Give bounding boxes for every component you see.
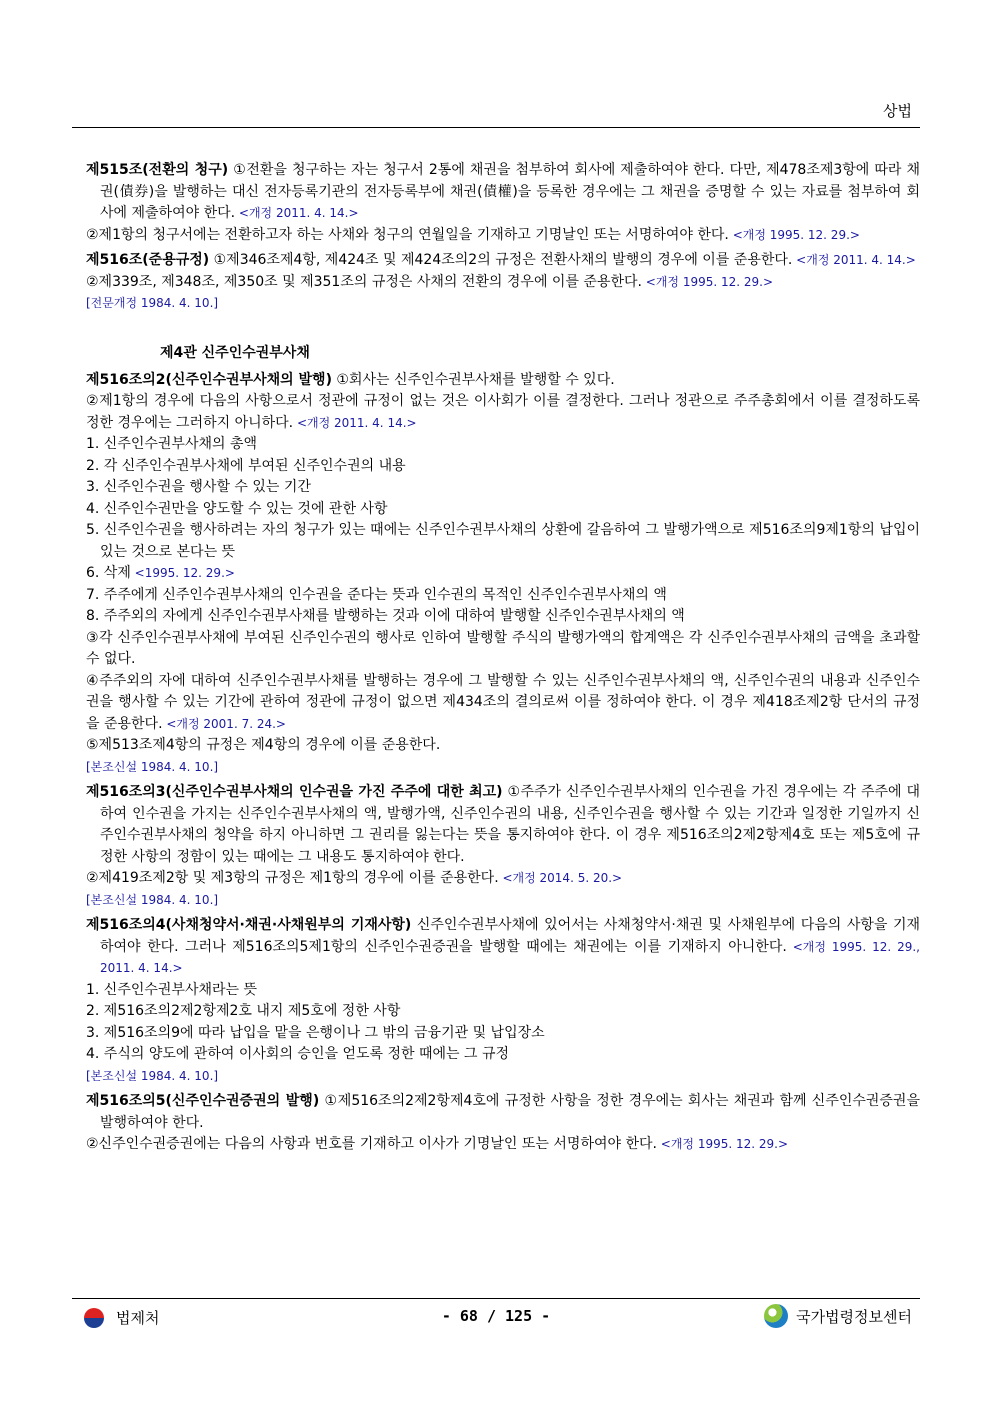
- paragraph-text: ②제339조, 제348조, 제350조 및 제351조의 규정은 사채의 전환의 경우에 이를 준용한다.: [86, 273, 642, 290]
- revision-note: <1995. 12. 29.>: [130, 566, 235, 580]
- article-paragraph: [72, 980, 920, 1002]
- article-group-convertible-bonds: [72, 160, 920, 315]
- paragraph-text: 8. 주주외의 자에게 신주인수권부사채를 발행하는 것과 이에 대하여 발행할 신주인수권부사채의 액: [86, 608, 685, 624]
- paragraph-text: ②제419조제2항 및 제3항의 규정은 제1항의 경우에 이를 준용한다.: [86, 870, 499, 886]
- globe-logo-icon: [764, 1304, 788, 1328]
- article-paragraph: [72, 1091, 920, 1134]
- article-paragraph: [72, 628, 920, 671]
- article-paragraph: [72, 735, 920, 757]
- article: [72, 370, 920, 779]
- article: [72, 250, 920, 315]
- revision-note: <개정 2014. 5. 20.>: [498, 871, 623, 885]
- article-paragraph: [72, 477, 920, 499]
- revision-note: [본조신설 1984. 4. 10.]: [86, 892, 219, 907]
- article-paragraph: [72, 370, 920, 392]
- footer-law-center: [764, 1304, 912, 1328]
- revision-note: <개정 2011. 4. 14.>: [235, 206, 359, 220]
- revision-note: <개정 1995. 12. 29.>: [656, 1137, 789, 1151]
- article-title: 제516조의2(신주인수권부사채의 발행): [86, 371, 332, 388]
- page-footer: [72, 1303, 920, 1333]
- article-paragraph: [72, 671, 920, 736]
- revision-note: <개정 1995. 12. 29.>: [641, 274, 774, 289]
- document-body: [72, 156, 920, 1156]
- article-paragraph: [72, 434, 920, 456]
- revision-note: [본조신설 1984. 4. 10.]: [86, 759, 219, 774]
- article-paragraph: [72, 757, 920, 779]
- paragraph-text: ①전환을 청구하는 자는 청구서 2통에 채권을 첨부하여 회사에 제출하여야 한다. 다만, 제478조제3항에 따라 채권(債券)을 발행하는 대신 전자등록기관의 전자등록부에 채권(債權)을 등록한 경우에는 그 채권을 증명할 수 있는 자료를 첨부하여 회사에 제출하여야 한다.: [100, 162, 920, 221]
- article-paragraph: [72, 391, 920, 434]
- article-title: 제516조의4(사채청약서·채권·사채원부의 기재사항): [86, 917, 412, 933]
- revision-note: <개정 1995. 12. 29., 2011. 4. 14.>: [100, 939, 920, 975]
- article-paragraph: [72, 606, 920, 628]
- revision-note: [전문개정 1984. 4. 10.]: [86, 296, 219, 310]
- revision-note: <개정 1995. 12. 29.>: [728, 227, 860, 242]
- paragraph-text: 1. 신주인수권부사채라는 뜻: [86, 981, 258, 998]
- article-paragraph: [72, 456, 920, 478]
- article: [72, 1091, 920, 1156]
- revision-note: [본조신설 1984. 4. 10.]: [86, 1068, 219, 1083]
- article: [72, 160, 920, 246]
- article-paragraph: [72, 915, 920, 980]
- paragraph-text: 3. 신주인수권을 행사할 수 있는 기간: [86, 479, 311, 495]
- article-paragraph: [72, 293, 920, 315]
- article-paragraph: [72, 1066, 920, 1088]
- section-title: 제4관 신주인수권부사채: [160, 344, 310, 361]
- paragraph-text: 신주인수권부사채에 있어서는 사채청약서·채권 및 사채원부에 다음의 사항을 기재하여야 한다. 그러나 제516조의5제1항의 신주인수권증권을 발행할 때에는 채권에는 이를 기재하지 아니한다.: [100, 917, 920, 955]
- article-paragraph: [72, 890, 920, 912]
- article-paragraph: [72, 1023, 920, 1045]
- paragraph-text: ①제346조제4항, 제424조 및 제424조의2의 규정은 전환사채의 발행의 경우에 이를 준용한다.: [209, 252, 793, 268]
- running-header-title: 상법: [883, 102, 912, 120]
- footer-law-center-label: 국가법령정보센터: [796, 1307, 912, 1326]
- paragraph-text: ①회사는 신주인수권부사채를 발행할 수 있다.: [331, 371, 615, 388]
- revision-note: <개정 2011. 4. 14.>: [293, 415, 417, 430]
- article-paragraph: [72, 563, 920, 585]
- article-paragraph: [72, 250, 920, 272]
- article-paragraph: [72, 1044, 920, 1066]
- footer-divider: [72, 1298, 920, 1299]
- article-paragraph: [72, 868, 920, 890]
- revision-note: <개정 2011. 4. 14.>: [792, 253, 916, 267]
- paragraph-text: 2. 각 신주인수권부사채에 부여된 신주인수권의 내용: [86, 457, 406, 474]
- paragraph-text: 6. 삭제: [86, 565, 131, 581]
- article-paragraph: [72, 1001, 920, 1023]
- article-group-warrant-bonds: [72, 370, 920, 1156]
- paragraph-text: 1. 신주인수권부사채의 총액: [86, 436, 258, 452]
- article-paragraph: [72, 160, 920, 225]
- article-title: 제516조(준용규정): [86, 252, 210, 268]
- article-paragraph: [72, 1134, 920, 1156]
- article-paragraph: [72, 520, 920, 563]
- paragraph-text: ①제516조의2제2항제4호에 규정한 사항을 정한 경우에는 회사는 채권과 함께 신주인수권증권을 발행하여야 한다.: [100, 1093, 920, 1131]
- header-divider: [72, 127, 920, 128]
- page-number: - 68 / 125 -: [441, 1307, 551, 1325]
- article-paragraph: [72, 585, 920, 607]
- paragraph-text: ③각 신주인수권부사채에 부여된 신주인수권의 행사로 인하여 발행할 주식의 발행가액의 합계액은 각 신주인수권부사채의 금액을 초과할 수 없다.: [86, 629, 920, 667]
- paragraph-text: ①주주가 신주인수권부사채의 인수권을 가진 경우에는 각 주주에 대하여 인수권을 가지는 신주인수권부사채의 액, 발행가액, 신주인수권의 내용, 신주인수권을 행사할 수 있는 기간과 일정한 기일까지 신주인수권부사채의 청약을 하지 아니하면 그 권리를 잃는다는 뜻을 통지하여야 한다. 이 경우 제516조의2제2항제4호 또는 제5호에 규정한 사항의 정함이 있는 때에는 그 내용도 통지하여야 한다.: [100, 784, 920, 865]
- article-title: 제516조의5(신주인수권증권의 발행): [86, 1093, 320, 1109]
- article-title: 제516조의3(신주인수권부사채의 인수권을 가진 주주에 대한 최고): [86, 784, 503, 800]
- footer-ministry-label: 법제처: [116, 1309, 160, 1327]
- paragraph-text: 5. 신주인수권을 행사하려는 자의 청구가 있는 때에는 신주인수권부사채의 상환에 갈음하여 그 발행가액으로 제516조의9제1항의 납입이 있는 것으로 본다는 뜻: [86, 522, 920, 560]
- revision-note: <개정 2001. 7. 24.>: [162, 716, 286, 731]
- paragraph-text: ⑤제513조제4항의 규정은 제4항의 경우에 이를 준용한다.: [86, 737, 441, 753]
- article-paragraph: [72, 499, 920, 521]
- paragraph-text: ④주주외의 자에 대하여 신주인수권부사채를 발행하는 경우에 그 발행할 수 있는 신주인수권부사채의 액, 신주인수권의 내용과 신주인수권을 행사할 수 있는 기간에 관하여 정관에 규정이 없으면 제434조의 결의로써 이를 정하여야 한다. 이 경우 제418조제2항 단서의 규정을 준용한다.: [86, 672, 920, 732]
- article-paragraph: [72, 225, 920, 247]
- paragraph-text: 4. 신주인수권만을 양도할 수 있는 것에 관한 사항: [86, 500, 388, 517]
- paragraph-text: 2. 제516조의2제2항제2호 내지 제5호에 정한 사항: [86, 1003, 401, 1019]
- paragraph-text: 3. 제516조의9에 따라 납입을 맡을 은행이나 그 밖의 금융기관 및 납입장소: [86, 1024, 545, 1041]
- article-paragraph: [72, 782, 920, 868]
- paragraph-text: ②신주인수권증권에는 다음의 사항과 번호를 기재하고 이사가 기명날인 또는 서명하여야 한다.: [86, 1136, 657, 1152]
- paragraph-text: ②제1항의 경우에 다음의 사항으로서 정관에 규정이 없는 것은 이사회가 이를 결정한다. 그러나 정관으로 주주총회에서 이를 결정하도록 정한 경우에는 그러하지 아니하다.: [86, 393, 920, 431]
- paragraph-text: 4. 주식의 양도에 관하여 이사회의 승인을 얻도록 정한 때에는 그 규정: [86, 1046, 510, 1062]
- paragraph-text: ②제1항의 청구서에는 전환하고자 하는 사채와 청구의 연월일을 기재하고 기명날인 또는 서명하여야 한다.: [86, 226, 729, 243]
- paragraph-text: 7. 주주에게 신주인수권부사채의 인수권을 준다는 뜻과 인수권의 목적인 신주인수권부사채의 액: [86, 586, 667, 603]
- article-title: 제515조(전환의 청구): [86, 162, 229, 178]
- article-paragraph: [72, 272, 920, 294]
- article: [72, 782, 920, 911]
- article: [72, 915, 920, 1087]
